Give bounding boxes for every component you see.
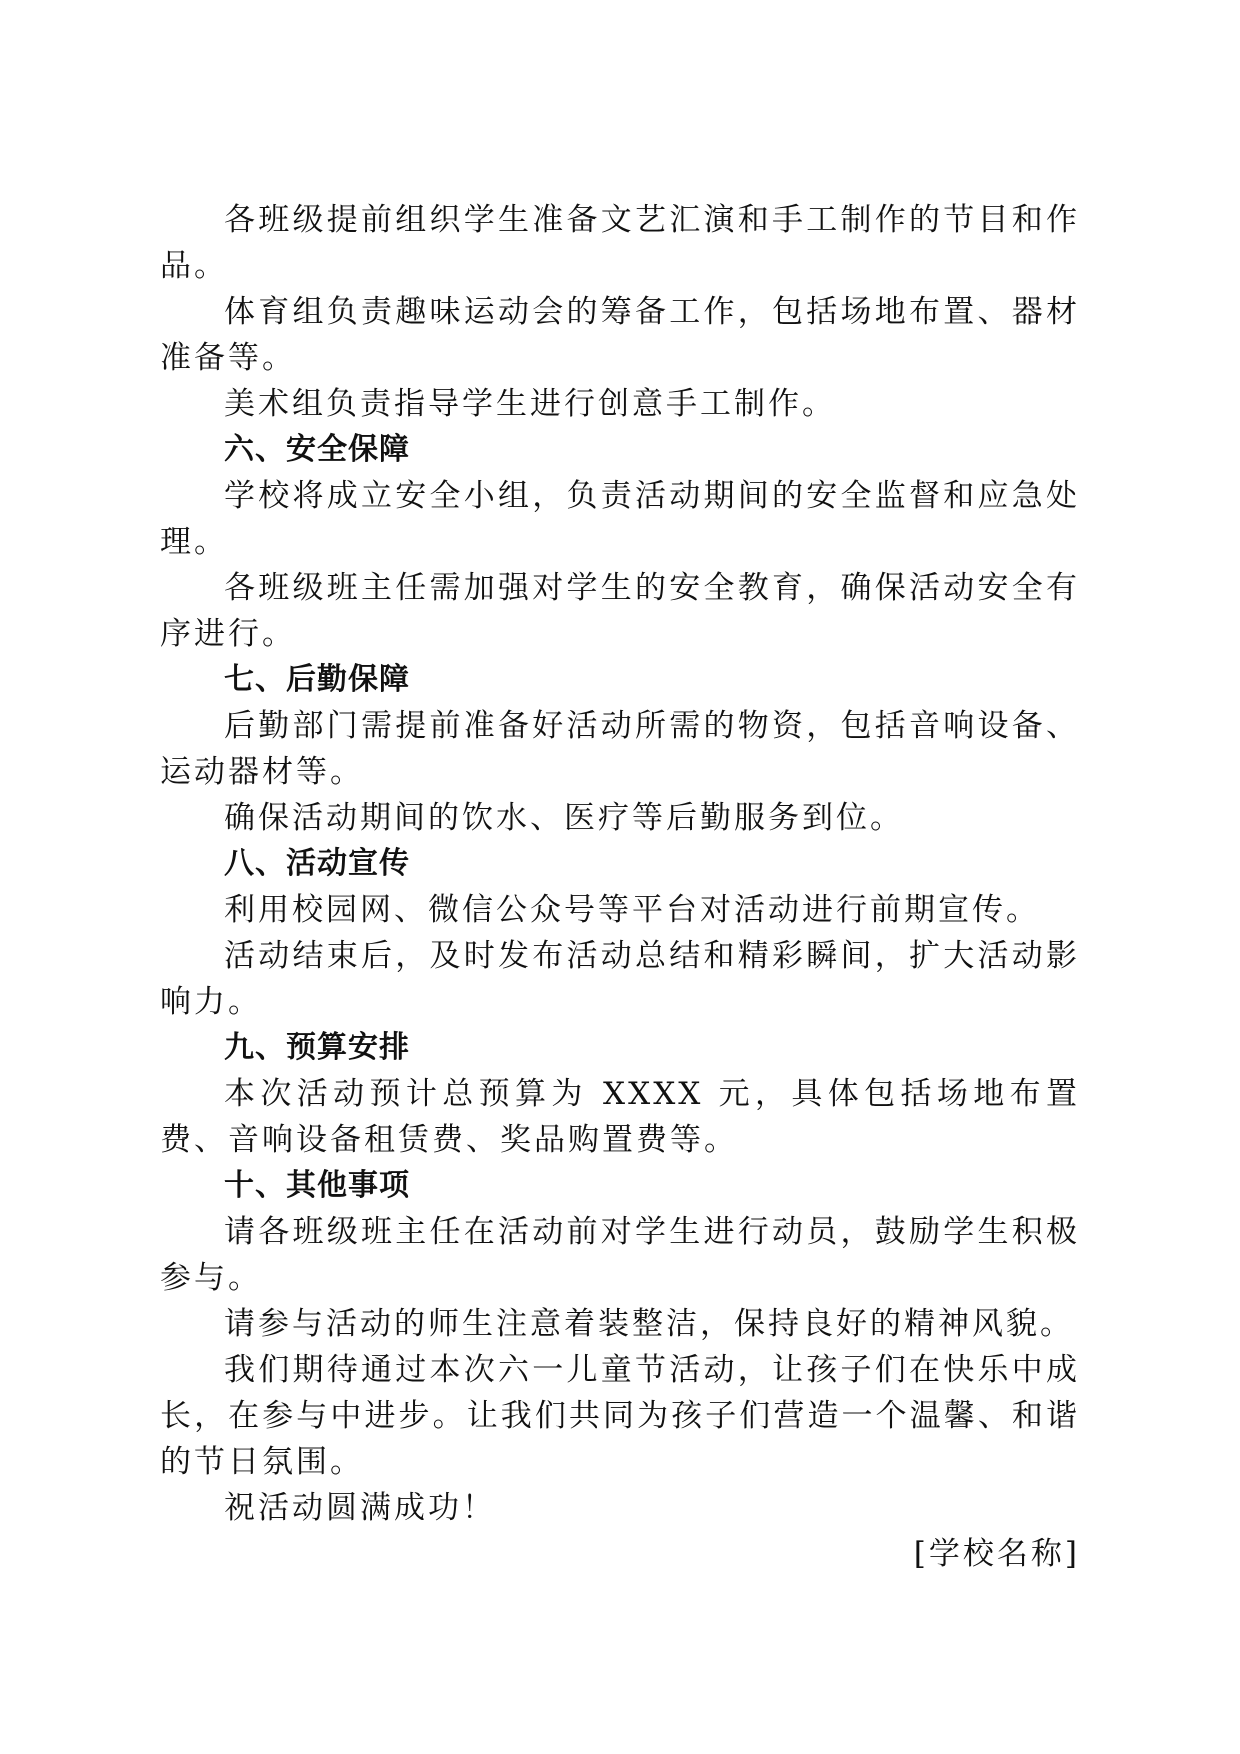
paragraph-class-preparation: 各班级提前组织学生准备文艺汇演和手工制作的节目和作品。 xyxy=(160,202,1080,284)
section-heading-logistics: 七、后勤保障 xyxy=(224,662,410,697)
paragraph-mobilization: 请各班级班主任在活动前对学生进行动员，鼓励学生积极参与。 xyxy=(160,1214,1080,1296)
paragraph-logistics-services: 确保活动期间的饮水、医疗等后勤服务到位。 xyxy=(224,800,904,836)
paragraph-publicity-summary: 活动结束后，及时发布活动总结和精彩瞬间，扩大活动影响力。 xyxy=(160,938,1080,1020)
document-page xyxy=(160,197,1080,1577)
paragraph-publicity-platforms: 利用校园网、微信公众号等平台对活动进行前期宣传。 xyxy=(224,892,1040,928)
paragraph-safety-team: 学校将成立安全小组，负责活动期间的安全监督和应急处理。 xyxy=(160,478,1080,560)
paragraph-closing-wish: 我们期待通过本次六一儿童节活动，让孩子们在快乐中成长，在参与中进步。让我们共同为孩子们营造一个温馨、和谐的节日氛围。 xyxy=(160,1352,1080,1480)
signature-school-name: [学校名称] xyxy=(913,1536,1080,1572)
paragraph-dress-code: 请参与活动的师生注意着装整洁，保持良好的精神风貌。 xyxy=(224,1306,1074,1342)
paragraph-success-wish: 祝活动圆满成功！ xyxy=(224,1490,496,1526)
paragraph-art-group: 美术组负责指导学生进行创意手工制作。 xyxy=(224,386,836,422)
section-heading-publicity: 八、活动宣传 xyxy=(224,846,410,881)
paragraph-safety-education: 各班级班主任需加强对学生的安全教育，确保活动安全有序进行。 xyxy=(160,570,1080,652)
paragraph-sports-group: 体育组负责趣味运动会的筹备工作，包括场地布置、器材准备等。 xyxy=(160,294,1080,376)
paragraph-logistics-materials: 后勤部门需提前准备好活动所需的物资，包括音响设备、运动器材等。 xyxy=(160,708,1080,790)
paragraph-budget-details: 本次活动预计总预算为 XXXX 元，具体包括场地布置费、音响设备租赁费、奖品购置费等。 xyxy=(160,1076,1080,1158)
section-heading-other: 十、其他事项 xyxy=(224,1168,410,1203)
section-heading-budget: 九、预算安排 xyxy=(224,1030,410,1065)
section-heading-safety: 六、安全保障 xyxy=(224,432,410,467)
